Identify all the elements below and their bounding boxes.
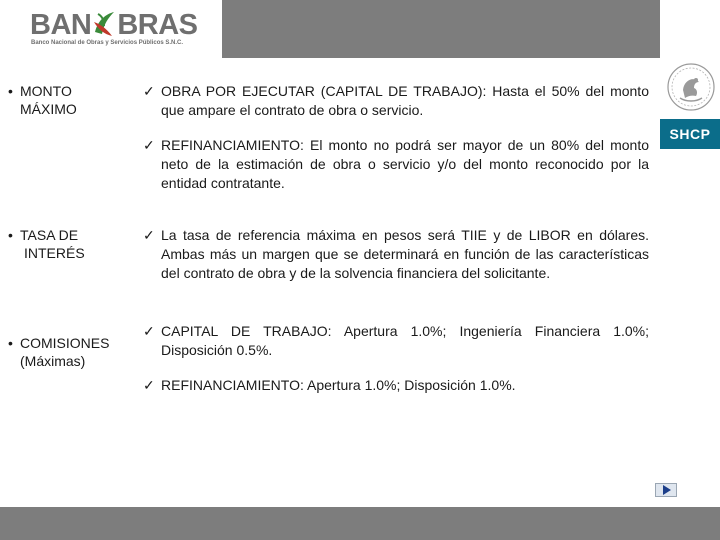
term-line-2: INTERÉS — [24, 245, 85, 261]
item-refinanciamiento-monto — [143, 136, 649, 193]
checkmark-icon: ✓ — [143, 83, 155, 99]
item-refinanciamiento-comisiones — [143, 376, 649, 395]
term-line-1: MONTO — [20, 83, 72, 99]
checkmark-icon: ✓ — [143, 137, 155, 153]
shcp-badge: SHCP — [660, 119, 720, 149]
logo-subtitle: Banco Nacional de Obras y Servicios Públicos S.N.C. — [31, 40, 184, 46]
banobras-logo — [0, 0, 222, 58]
checkmark-icon: ✓ — [143, 377, 155, 393]
play-arrow-icon — [662, 485, 672, 495]
item-text: REFINANCIAMIENTO: Apertura 1.0%; Disposición 1.0%. — [161, 377, 516, 393]
item-capital-de-trabajo — [143, 322, 649, 360]
checkmark-icon: ✓ — [143, 323, 155, 339]
logo-word-right: BRAS — [117, 9, 198, 41]
term-tasa-de-interes — [8, 226, 85, 262]
bullet-icon: • — [8, 227, 13, 243]
item-text: CAPITAL DE TRABAJO: Apertura 1.0%; Ingeniería Financiera 1.0%; Disposición 0.5%. — [161, 323, 649, 358]
term-comisiones — [8, 334, 109, 370]
term-monto-maximo — [8, 82, 77, 118]
item-text: REFINANCIAMIENTO: El monto no podrá ser mayor de un 80% del monto neto de la estimación de obra o servicio y/o del monto reconocido por la entidad contratante. — [161, 137, 649, 191]
footer-bar — [0, 507, 720, 540]
item-tasa-referencia — [143, 226, 649, 283]
mexico-coat-of-arms-icon — [666, 62, 716, 117]
term-line-1: TASA DE — [20, 227, 79, 243]
bullet-icon: • — [8, 83, 13, 99]
item-obra-por-ejecutar — [143, 82, 649, 120]
term-line-2: (Máximas) — [20, 353, 86, 369]
term-line-2: MÁXIMO — [20, 101, 77, 117]
bullet-icon: • — [8, 335, 13, 351]
term-line-1: COMISIONES — [20, 335, 110, 351]
logo-word-left: BAN — [30, 9, 92, 41]
checkmark-icon: ✓ — [143, 227, 155, 243]
next-slide-button[interactable] — [655, 483, 677, 497]
item-text: La tasa de referencia máxima en pesos será TIIE y de LIBOR en dólares. Ambas más un margen que se determinará en función de las características del contrato de obra y de la solvencia financiera del solicitante. — [161, 227, 649, 281]
item-text: OBRA POR EJECUTAR (CAPITAL DE TRABAJO): Hasta el 50% del monto que ampare el contrato de obra o servicio. — [161, 83, 649, 118]
